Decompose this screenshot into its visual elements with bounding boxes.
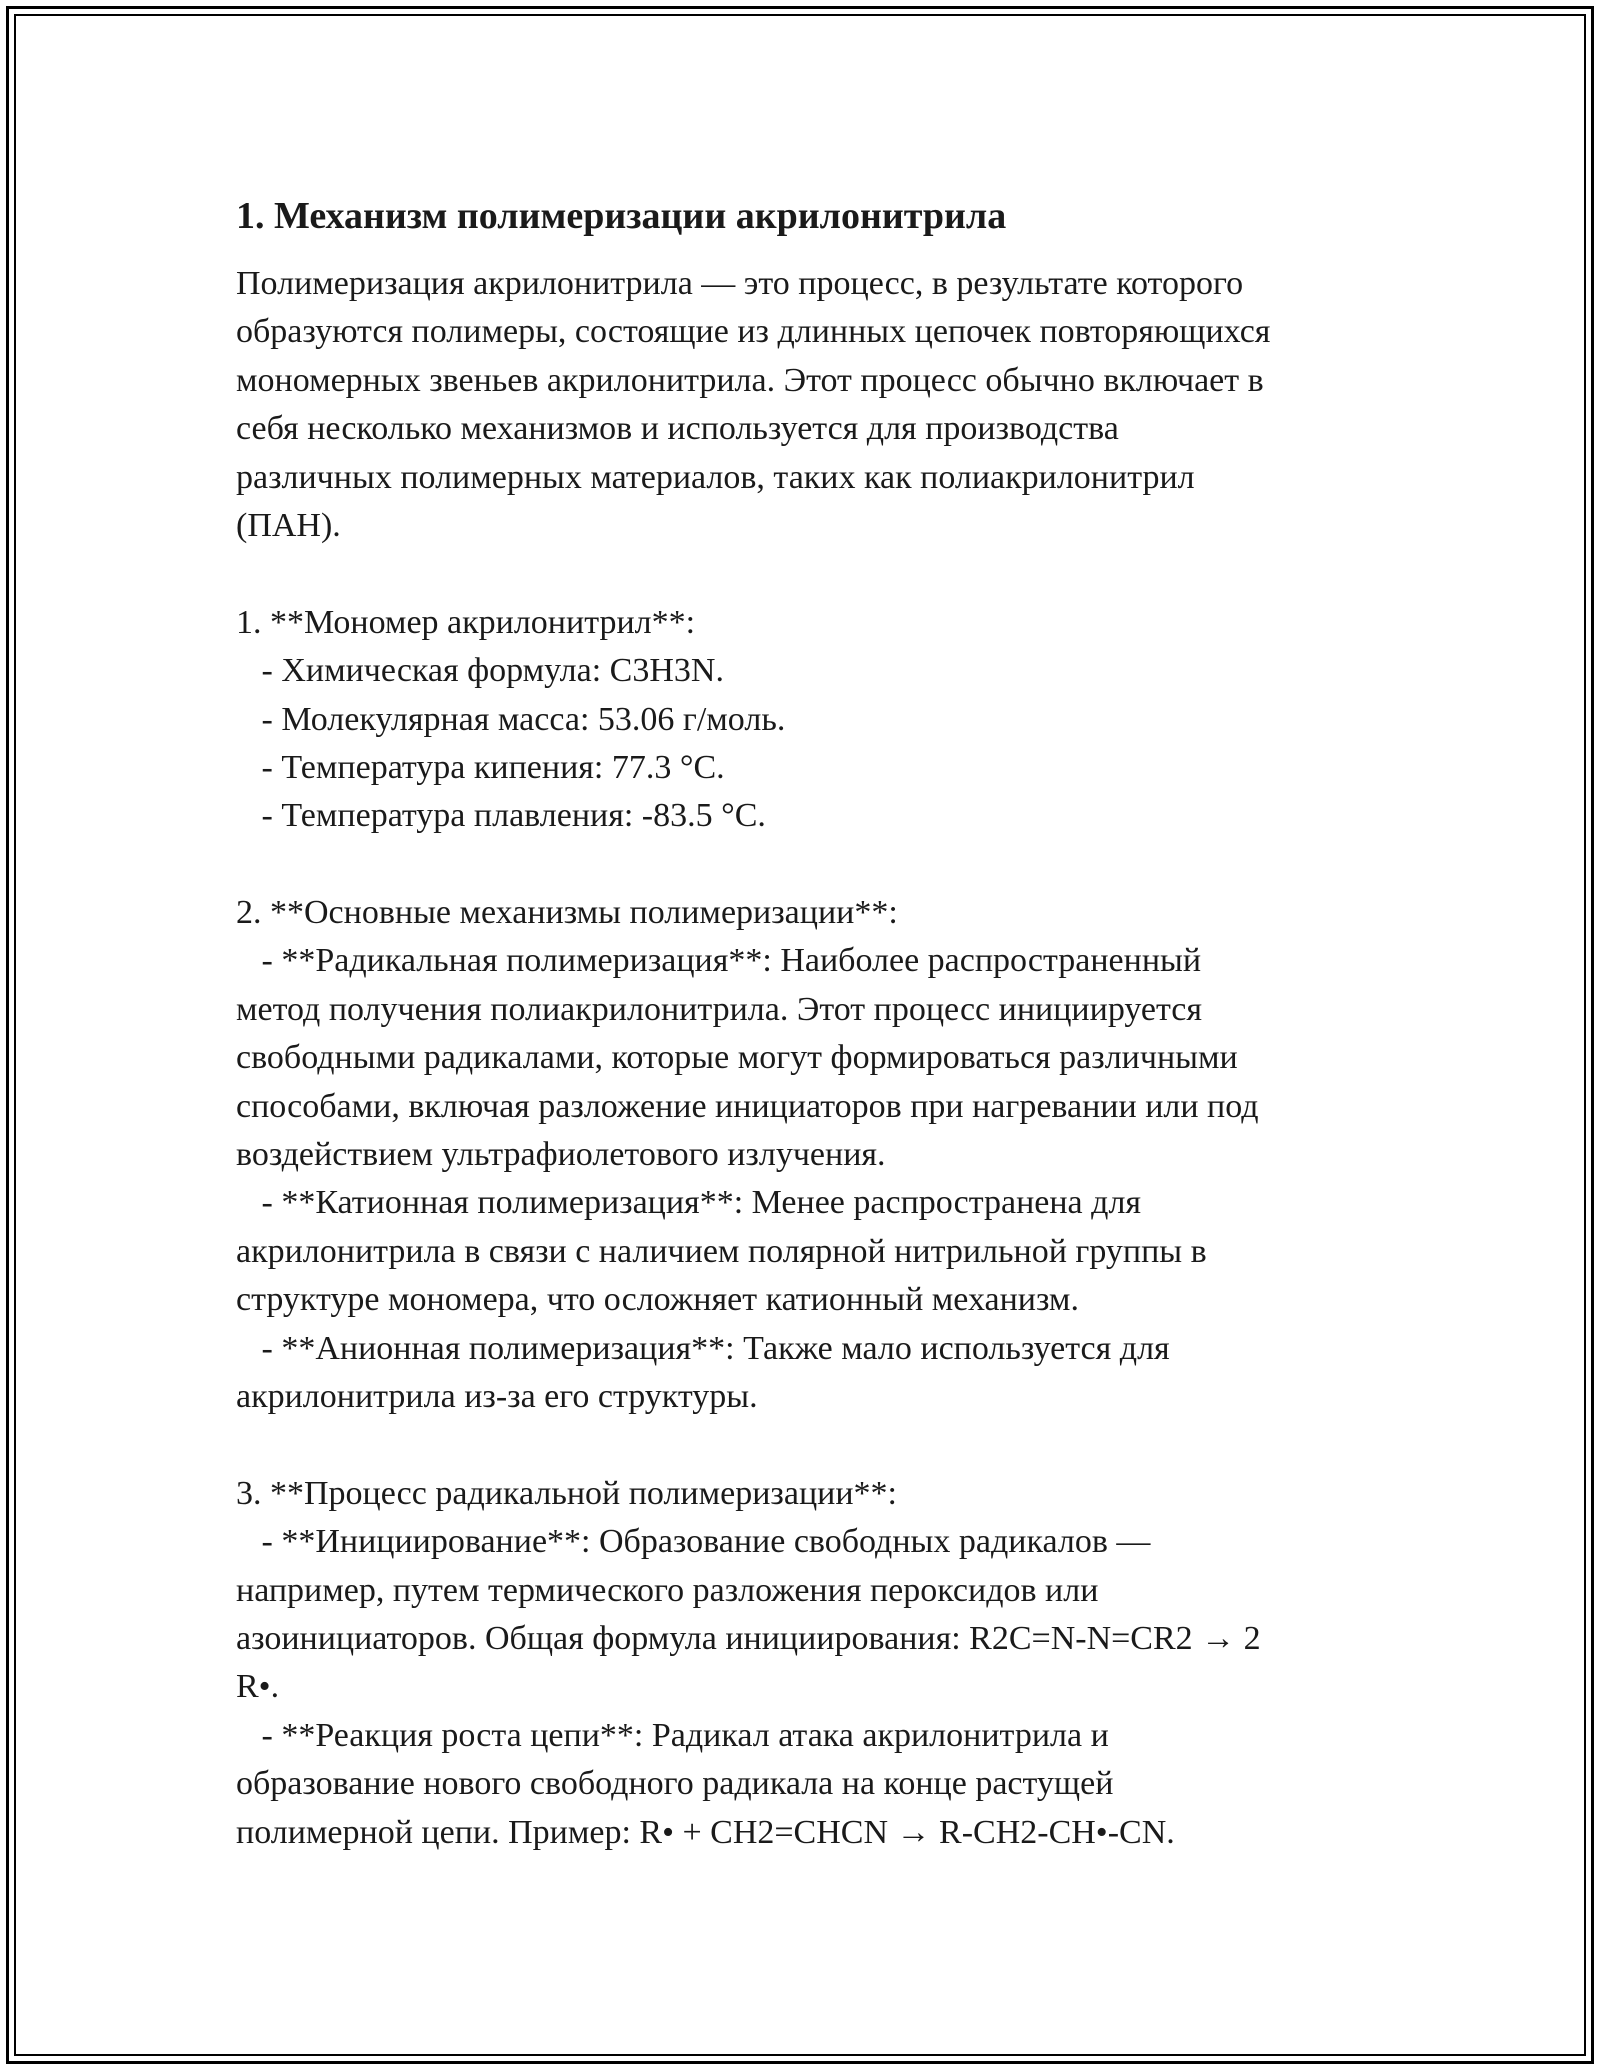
text-line: 2. **Основные механизмы полимеризации**: xyxy=(236,894,898,932)
text-line: - Температура кипения: 77.3 °C. xyxy=(236,748,725,786)
blank-line xyxy=(236,1421,1386,1469)
text-line: - **Катионная полимеризация**: Менее распространена для xyxy=(236,1184,1142,1222)
text-line: - Температура плавления: -83.5 °C. xyxy=(236,797,766,835)
blank-line xyxy=(236,841,1386,889)
text-line: полимерной цепи. Пример: R• + CH2=CHCN → R-CH2-CH•-CN. xyxy=(236,1813,1175,1851)
text-line: акрилонитрила из-за его структуры. xyxy=(236,1377,758,1415)
text-line: - Химическая формула: C3H3N. xyxy=(236,652,724,690)
text-line: себя несколько механизмов и используется для производства xyxy=(236,410,1119,448)
text-line: - Молекулярная масса: 53.06 г/моль. xyxy=(236,700,786,738)
text-line: - **Реакция роста цепи**: Радикал атака акрилонитрила и xyxy=(236,1716,1109,1754)
text-line: например, путем термического разложения пероксидов или xyxy=(236,1571,1099,1609)
document-body xyxy=(236,190,1386,1857)
text-line: - **Инициирование**: Образование свободных радикалов — xyxy=(236,1523,1151,1561)
text-line: - **Радикальная полимеризация**: Наиболее распространенный xyxy=(236,942,1202,980)
text-line: способами, включая разложение инициаторов при нагревании или под xyxy=(236,1087,1259,1125)
text-line: - **Анионная полимеризация**: Также мало используется для xyxy=(236,1329,1170,1367)
text-line: образование нового свободного радикала на конце растущей xyxy=(236,1765,1114,1803)
text-line: различных полимерных материалов, таких как полиакрилонитрил xyxy=(236,458,1195,496)
text-line: Полимеризация акрилонитрила — это процесс, в результате которого xyxy=(236,265,1244,302)
text-line: образуются полимеры, состоящие из длинных цепочек повторяющихся xyxy=(236,313,1271,351)
text-line: R•. xyxy=(236,1668,280,1706)
text-line: структуре мономера, что осложняет катионный механизм. xyxy=(236,1281,1079,1319)
text-line: 3. **Процесс радикальной полимеризации**: xyxy=(236,1474,897,1512)
document-title: 1. Механизм полимеризации акрилонитрила xyxy=(236,195,1007,237)
text-line: азоинициаторов. Общая формула инициирования: R2C=N-N=CR2 → 2 xyxy=(236,1619,1261,1657)
text-line: метод получения полиакрилонитрила. Этот процесс инициируется xyxy=(236,990,1203,1028)
document-text xyxy=(236,260,1386,1857)
text-line: акрилонитрила в связи с наличием полярной нитрильной группы в xyxy=(236,1232,1207,1270)
text-line: мономерных звеньев акрилонитрила. Этот процесс обычно включает в xyxy=(236,361,1264,399)
text-line: воздействием ультрафиолетового излучения. xyxy=(236,1136,886,1174)
text-line: свободными радикалами, которые могут формироваться различными xyxy=(236,1039,1238,1077)
text-line: 1. **Мономер акрилонитрил**: xyxy=(236,603,696,641)
blank-line xyxy=(236,550,1386,598)
text-line: (ПАН). xyxy=(236,506,341,544)
